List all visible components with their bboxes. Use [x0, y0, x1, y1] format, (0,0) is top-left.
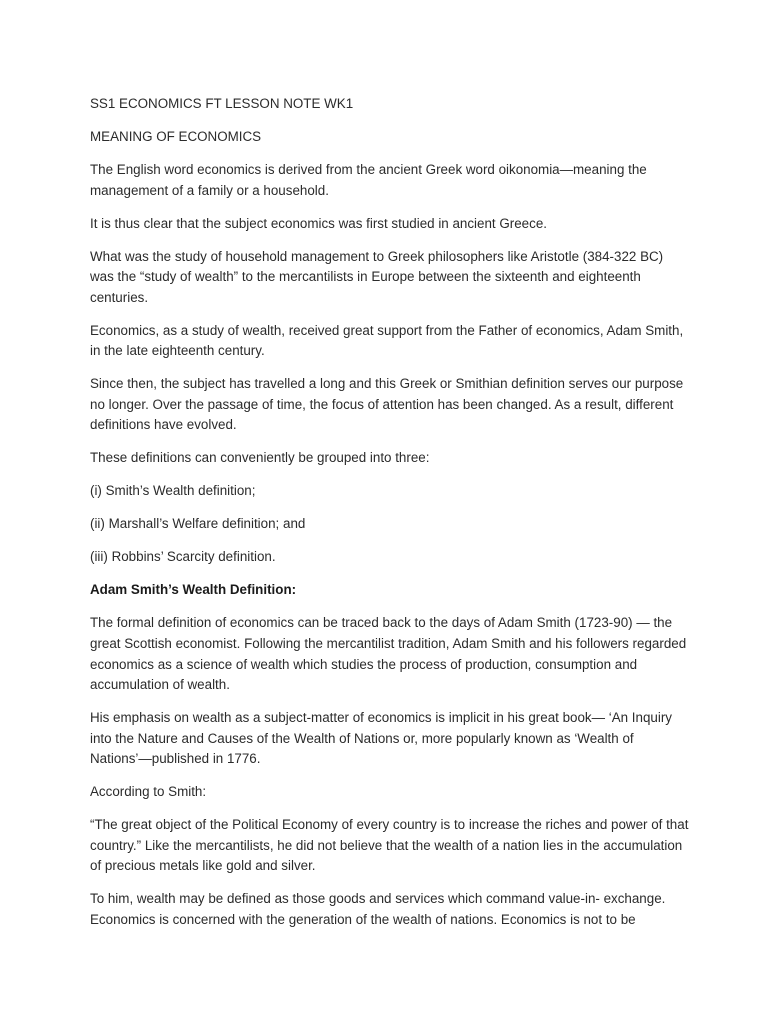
paragraph-intro-2: It is thus clear that the subject economics was first studied in ancient Greece. [90, 215, 547, 231]
paragraph-intro-6: These definitions can conveniently be grouped into three: [90, 450, 430, 466]
paragraph-intro-3: What was the study of household management to Greek philosophers like Aristotle (384-322 BC) was the “study of wealth” to the mercantilists in Europe between the sixteenth and eighteenth centuries. [90, 248, 664, 305]
definition-item-scarcity: (iii) Robbins’ Scarcity definition. [90, 549, 276, 565]
paragraph-smith-4: “The great object of the Political Economy of every country is to increase the riches and power of that country.” Like the mercantilists, he did not believe that the wealth of a nation lies in the accumulation of precious metals like gold and silver. [90, 817, 689, 874]
definition-item-welfare: (ii) Marshall’s Welfare definition; and [90, 516, 306, 532]
paragraph-intro-1: The English word economics is derived from the ancient Greek word oikonomia—meaning the management of a family or a household. [90, 161, 647, 198]
definition-item-wealth: (i) Smith’s Wealth definition; [90, 483, 256, 499]
document-body [90, 94, 690, 943]
paragraph-smith-3: According to Smith: [90, 784, 207, 800]
subheading-smith: Adam Smith’s Wealth Definition: [90, 582, 297, 598]
paragraph-smith-1: The formal definition of economics can be traced back to the days of Adam Smith (1723-90) — the great Scottish economist. Following the mercantilist tradition, Adam Smith and his followers regarded economics as a science of wealth which studies the process of production, consumption and accumulation of wealth. [90, 615, 687, 693]
paragraph-intro-5: Since then, the subject has travelled a long and this Greek or Smithian definition serves our purpose no longer. Over the passage of time, the focus of attention has been changed. As a result, different definitions have evolved. [90, 376, 684, 433]
section-title: MEANING OF ECONOMICS [90, 128, 262, 144]
document-title: SS1 ECONOMICS FT LESSON NOTE WK1 [90, 96, 354, 111]
paragraph-smith-5: To him, wealth may be defined as those goods and services which command value-in- exchange. Economics is concerned with the generation of the wealth of nations. Economics is not to be [90, 891, 666, 928]
paragraph-smith-2: His emphasis on wealth as a subject-matter of economics is implicit in his great book— ‘An Inquiry into the Nature and Causes of the Wealth of Nations or, more popularly known as ‘Wealth of Nations’—published in 1776. [90, 710, 672, 767]
paragraph-intro-4: Economics, as a study of wealth, received great support from the Father of economics, Adam Smith, in the late eighteenth century. [90, 322, 684, 359]
